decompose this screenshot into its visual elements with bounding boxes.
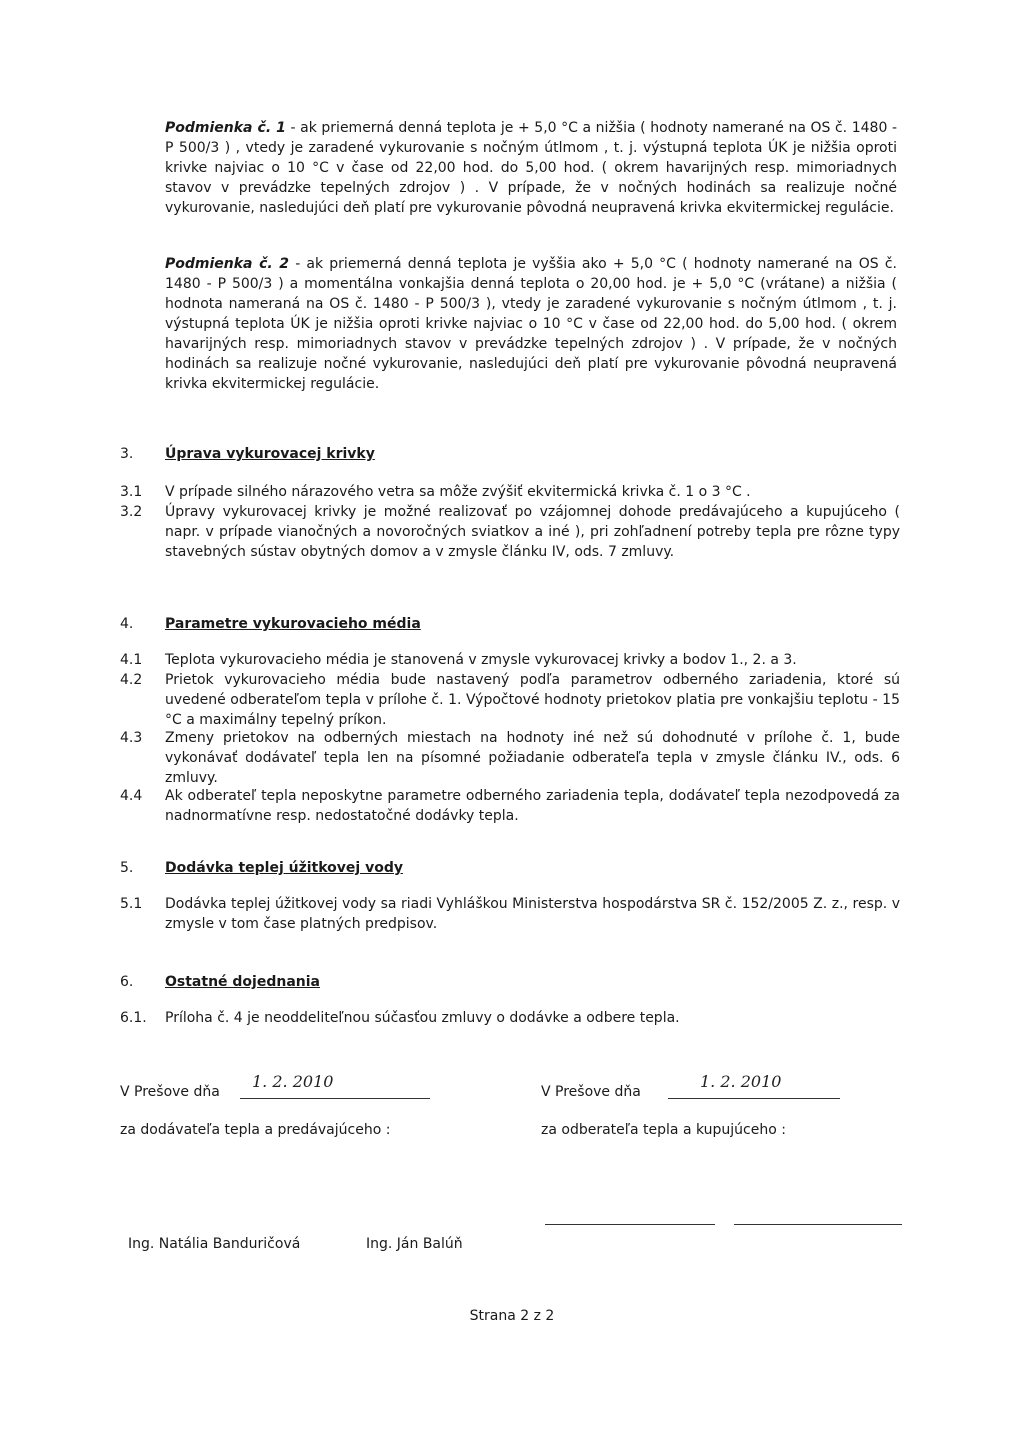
item-number: 6.1. bbox=[120, 1010, 147, 1026]
item-number: 4.4 bbox=[120, 788, 143, 804]
section-number: 5. bbox=[120, 860, 134, 876]
item-text: Zmeny prietokov na odberných miestach na hodnoty iné než sú dohodnuté v prílohe č. 1, bude vykonávať dodávateľ tepla len na písomné požiadanie odberateľa tepla v zmysle článku IV., ods. 6 zmluvy. bbox=[165, 730, 900, 786]
left-place-label: V Prešove dňa bbox=[120, 1084, 220, 1100]
item-text: Ak odberateľ tepla neposkytne parametre odberného zariadenia tepla, dodávateľ tepla nezodpovedá za nadnormatívne resp. nedostatočné dodávky tepla. bbox=[165, 788, 900, 824]
item-text: V prípade silného nárazového vetra sa môže zvýšiť ekvitermická krivka č. 1 o 3 °C . bbox=[165, 484, 751, 500]
page-footer: Strana 2 z 2 bbox=[469, 1308, 555, 1324]
item-text: Dodávka teplej úžitkovej vody sa riadi Vyhláškou Ministerstva hospodárstva SR č. 152/2005 Z. z., resp. v zmysle v tom čase platných predpisov. bbox=[165, 896, 900, 932]
right-place-label: V Prešove dňa bbox=[541, 1084, 641, 1100]
condition-1-label: Podmienka č. 1 bbox=[165, 120, 286, 136]
section-title: Úprava vykurovacej krivky bbox=[165, 446, 375, 462]
right-place-date bbox=[541, 1082, 641, 1102]
item-number: 4.2 bbox=[120, 672, 143, 688]
item-text: Príloha č. 4 je neoddeliteľnou súčasťou zmluvy o dodávke a odbere tepla. bbox=[165, 1010, 680, 1026]
signatory-name-2: Ing. Ján Balúň bbox=[366, 1236, 463, 1252]
left-handwritten-date: 1. 2. 2010 bbox=[252, 1072, 334, 1091]
section-title: Dodávka teplej úžitkovej vody bbox=[165, 860, 403, 876]
right-role: za odberateľa tepla a kupujúceho : bbox=[541, 1122, 786, 1138]
right-handwritten-date: 1. 2. 2010 bbox=[700, 1072, 782, 1091]
section-number: 6. bbox=[120, 974, 134, 990]
item-text: Prietok vykurovacieho média bude nastavený podľa parametrov odberného zariadenia, ktoré sú uvedené odberateľom tepla v prílohe č. 1. Výpočtové hodnoty prietokov platia pre vonkajšiu teplotu - 15 °C a maximálny tepelný príkon. bbox=[165, 672, 900, 728]
left-place-date bbox=[120, 1082, 220, 1102]
section-number: 4. bbox=[120, 616, 134, 632]
condition-2-label: Podmienka č. 2 bbox=[165, 256, 290, 272]
signature-line-1 bbox=[545, 1224, 715, 1225]
section-title: Parametre vykurovacieho média bbox=[165, 616, 421, 632]
section-number: 3. bbox=[120, 446, 134, 462]
right-date-underline bbox=[668, 1098, 840, 1099]
item-number: 4.3 bbox=[120, 730, 143, 746]
condition-2 bbox=[165, 254, 897, 394]
condition-1-text: - ak priemerná denná teplota je + 5,0 °C a nižšia ( hodnoty namerané na OS č. 1480 - P 500/3 ) , vtedy je zaradené vykurovanie s nočným útlmom , t. j. výstupná teplota ÚK je nižšia oproti krivke najviac o 10 °C v čase od 22,00 hod. do 5,00 hod. ( okrem havarijných resp. mimoriadnych stavov v prevádzke tepelných zdrojov ) . V prípade, že v nočných hodinách sa realizuje nočné vykurovanie, nasledujúci deň platí pre vykurovanie pôvodná neupravená krivka ekvitermickej regulácie. bbox=[165, 120, 897, 216]
item-text: Teplota vykurovacieho média je stanovená v zmysle vykurovacej krivky a bodov 1., 2. a 3. bbox=[165, 652, 797, 668]
signatory-name-1: Ing. Natália Banduričová bbox=[128, 1236, 301, 1252]
item-text: Úpravy vykurovacej krivky je možné realizovať po vzájomnej dohode predávajúceho a kupujúceho ( napr. v prípade vianočných a novoročných sviatkov a iné ), pri zohľadnení potreby tepla pre rôzne typy stavebných sústav obytných domov a v zmysle článku IV, ods. 7 zmluvy. bbox=[165, 504, 900, 560]
left-role: za dodávateľa tepla a predávajúceho : bbox=[120, 1122, 391, 1138]
item-number: 5.1 bbox=[120, 896, 143, 912]
left-date-underline bbox=[240, 1098, 430, 1099]
item-number: 3.1 bbox=[120, 484, 143, 500]
section-title: Ostatné dojednania bbox=[165, 974, 320, 990]
item-number: 4.1 bbox=[120, 652, 143, 668]
condition-2-text: - ak priemerná denná teplota je vyššia ako + 5,0 °C ( hodnoty namerané na OS č. 1480 - P 500/3 ) a momentálna vonkajšia denná teplota o 20,00 hod. je + 5,0 °C (vrátane) a nižšia ( hodnota nameraná na OS č. 1480 - P 500/3 ), vtedy je zaradené vykurovanie s nočným útlmom , t. j. výstupná teplota ÚK je nižšia oproti krivke najviac o 10 °C v čase od 22,00 hod. do 5,00 hod. ( okrem havarijných resp. mimoriadnych stavov v prevádzke tepelných zdrojov ) . V prípade, že v nočných hodinách sa realizuje nočné vykurovanie, nasledujúci deň platí pre vykurovanie pôvodná neupravená krivka ekvitermickej regulácie. bbox=[165, 256, 897, 392]
condition-1 bbox=[165, 118, 897, 218]
signature-line-2 bbox=[734, 1224, 902, 1225]
item-number: 3.2 bbox=[120, 504, 143, 520]
